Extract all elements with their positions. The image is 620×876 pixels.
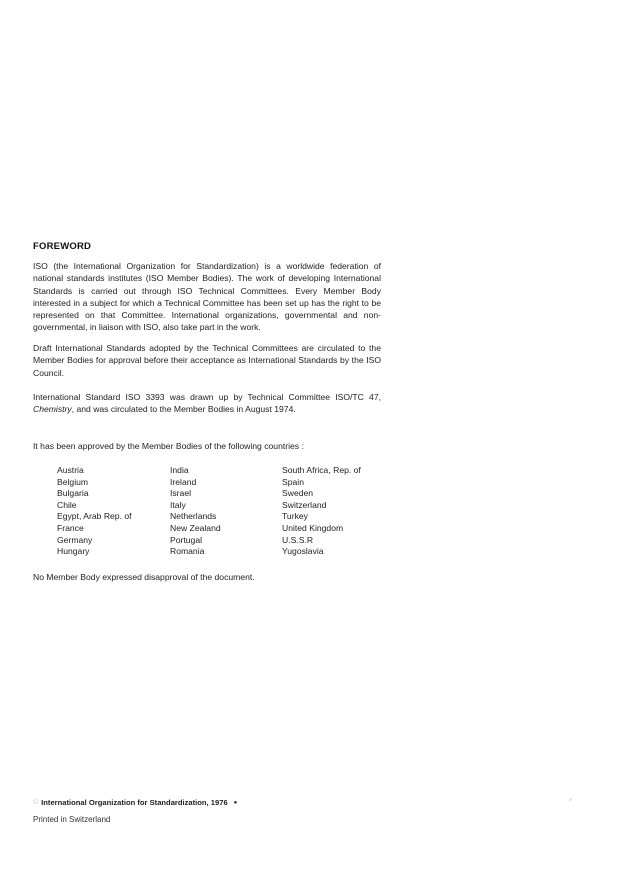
p3-text-before: International Standard ISO 3393 was drawn up by Technical Committee ISO/TC 47, xyxy=(33,392,381,402)
country-item: Austria xyxy=(57,465,84,475)
copyright-text: International Organization for Standardization, 1976 xyxy=(41,798,228,807)
country-item: New Zealand xyxy=(170,522,221,533)
country-item: Hungary xyxy=(57,546,90,557)
country-item: Israel xyxy=(170,488,192,499)
country-item: Egypt, Arab Rep. of xyxy=(57,511,132,522)
countries-column-1 xyxy=(57,465,170,558)
paragraph-approval: It has been approved by the Member Bodies of the following countries : xyxy=(33,441,304,451)
country-item: Portugal xyxy=(170,534,203,545)
bullet-icon: ● xyxy=(233,799,238,806)
country-item: Ireland xyxy=(170,476,197,487)
country-item: Sweden xyxy=(282,488,314,499)
country-item: Spain xyxy=(282,476,304,487)
country-item: Netherlands xyxy=(170,511,217,522)
country-item: India xyxy=(170,465,189,475)
printed-in-line: Printed in Switzerland xyxy=(33,815,111,824)
copyright-icon: © xyxy=(33,799,39,806)
country-item: U.S.S.R xyxy=(282,534,314,545)
paragraph-iso-intro: ISO (the International Organization for Standardization) is a worldwide federation of national standards institutes (ISO Member Bodies). The work of developing International Standards is carried out through ISO Technical Committees. Every Member Body interested in a subject for which a Technical Committee has been set up has the right to be represented on that Committee. International organizations, governmental and non-governmental, in liaison with ISO, also take part in the work. xyxy=(33,261,381,333)
country-item: Chile xyxy=(57,499,77,510)
country-item: Yugoslavia xyxy=(282,546,324,557)
country-item: United Kingdom xyxy=(282,522,344,533)
country-item: Bulgaria xyxy=(57,488,89,499)
countries-list xyxy=(57,465,397,558)
foreword-heading: FOREWORD xyxy=(33,241,92,252)
copyright-line xyxy=(33,798,237,807)
paragraph-draft-standards: Draft International Standards adopted by the Technical Committees are circulated to the Member Bodies for approval before their acceptance as International Standards by the ISO Council. xyxy=(33,343,381,378)
scan-artifact xyxy=(569,798,572,801)
country-item: Romania xyxy=(170,546,205,557)
country-item: Germany xyxy=(57,534,93,545)
country-item: Belgium xyxy=(57,476,89,487)
country-item: Turkey xyxy=(282,511,308,522)
country-item: Switzerland xyxy=(282,499,327,510)
p3-text-after: , and was circulated to the Member Bodies in August 1974. xyxy=(71,404,296,415)
country-item: France xyxy=(57,522,84,533)
country-item: Italy xyxy=(170,499,186,510)
paragraph-no-disapproval: No Member Body expressed disapproval of the document. xyxy=(33,572,255,582)
countries-column-3 xyxy=(282,465,397,558)
countries-column-2 xyxy=(170,465,282,558)
committee-name: Chemistry xyxy=(33,404,72,415)
country-item: South Africa, Rep. of xyxy=(282,465,361,475)
paragraph-iso-3393 xyxy=(33,391,381,416)
